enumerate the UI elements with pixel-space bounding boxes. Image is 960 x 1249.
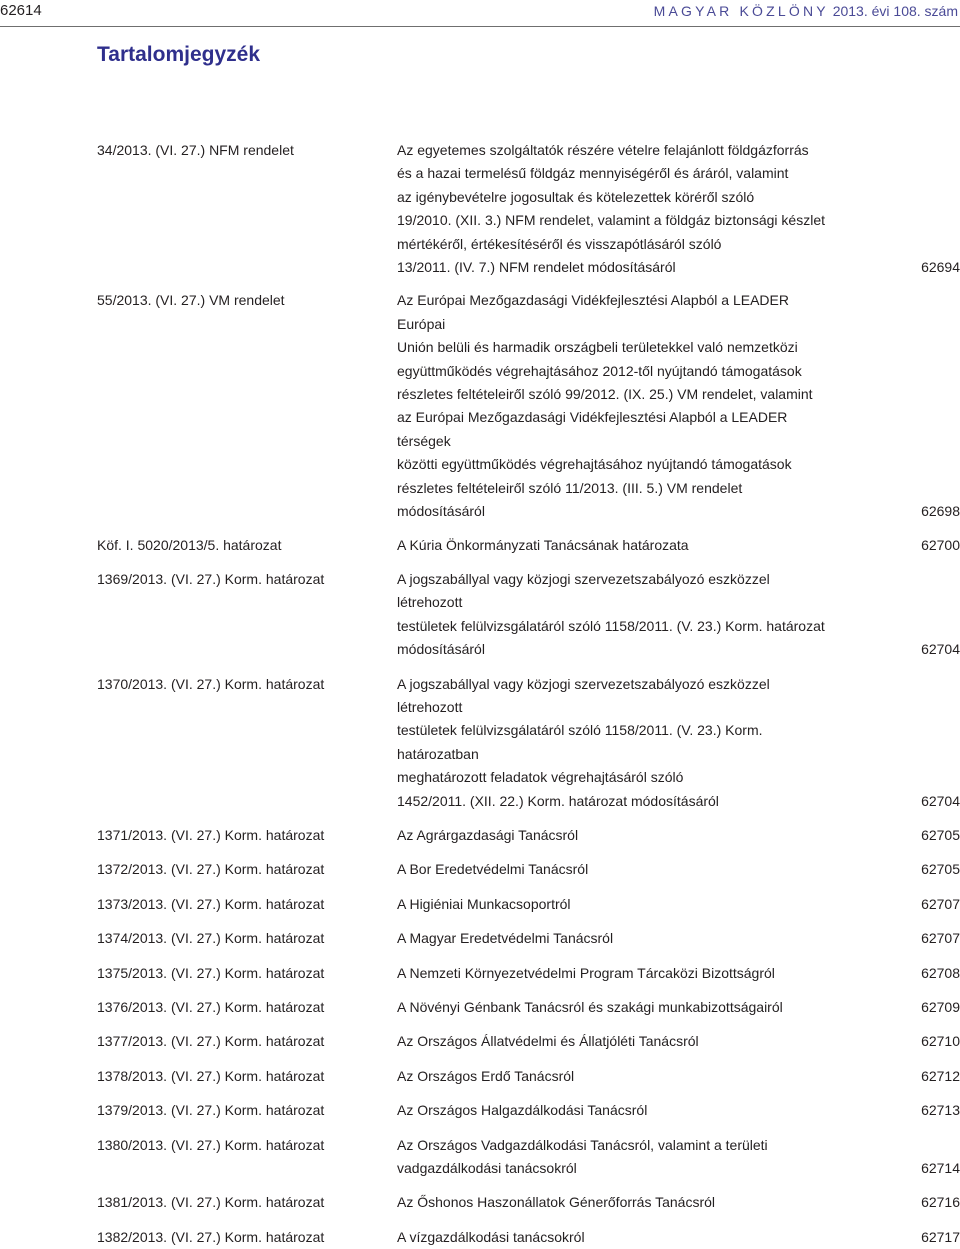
entry-reference: 55/2013. (VI. 27.) VM rendelet — [97, 292, 285, 309]
entry-page-number: 62707 — [921, 895, 960, 912]
toc-entry — [97, 534, 960, 557]
entry-reference: 1379/2013. (VI. 27.) Korm. határozat — [97, 1102, 325, 1119]
toc-entry — [97, 962, 960, 985]
page-title: Tartalomjegyzék — [97, 43, 261, 66]
entry-title: A Kúria Önkormányzati Tanácsának határozata — [397, 536, 689, 553]
entry-reference: 1376/2013. (VI. 27.) Korm. határozat — [97, 999, 325, 1015]
journal-title — [654, 1, 958, 21]
entry-title: Az Európai Mezőgazdasági Vidékfejlesztési Alapból a LEADER Európai Unión belüli és harmadik országbeli területekkel való nemzetközi együttműködés végrehajtásához 2012-től nyújtandó támogatások részletes feltételeiről szóló 99/2012. (IX. 25.) VM rendelet, valamint az Európai Mezőgazdasági Vidékfejlesztési Alapból a LEADER térségek közötti együttműködés végrehajtásához nyújtandó támogatások részletes feltételeiről szóló 11/2013. (III. 5.) VM rendelet módosításáról — [397, 292, 813, 520]
entry-title: A Higiéniai Munkacsoportról — [397, 895, 571, 912]
page-number: 62614 — [0, 2, 42, 19]
entry-reference: 1378/2013. (VI. 27.) Korm. határozat — [97, 1067, 325, 1084]
entry-reference: Köf. I. 5020/2013/5. határozat — [97, 536, 282, 553]
toc-entry — [97, 1134, 960, 1181]
entry-reference: 1371/2013. (VI. 27.) Korm. határozat — [97, 826, 325, 843]
entry-page-number: 62700 — [921, 536, 960, 553]
toc-entry — [97, 1065, 960, 1088]
entry-page-number: 62713 — [921, 1102, 960, 1119]
entry-title: A jogszabállyal vagy közjogi szervezetszabályozó eszközzel létrehozott testületek felülvizsgálatáról szóló 1158/2011. (V. 23.) Korm. határozatban meghatározott feladatok végrehajtásáról szóló 1452/2011. (XII. 22.) Korm. határozat módosításáról — [397, 675, 770, 809]
toc-entry — [97, 858, 960, 881]
entry-page-number: 62714 — [921, 1160, 960, 1177]
entry-page-number: 62710 — [921, 1033, 960, 1050]
entry-reference: 1374/2013. (VI. 27.) Korm. határozat — [97, 930, 325, 947]
toc-entry — [97, 1191, 960, 1214]
entry-title: Az egyetemes szolgáltatók részére vételre felajánlott földgázforrás és a hazai termelésű földgáz mennyiségéről és áráról, valamint az igénybevételre jogosultak és kötelezettek köréről szóló 19/2010. (XII. 3.) NFM rendelet, valamint a földgáz biztonsági készlet mértékéről, értékesítéséről és visszapótlásáról szóló 13/2011. (IV. 7.) NFM rendelet módosításáról — [397, 142, 825, 276]
entry-title: Az Országos Vadgazdálkodási Tanácsról, valamint a területi vadgazdálkodási tanácsokról — [397, 1136, 768, 1177]
entry-page-number: 62705 — [921, 861, 960, 878]
entry-title: A jogszabállyal vagy közjogi szervezetszabályozó eszközzel létrehozott testületek felülvizsgálatáról szóló 1158/2011. (V. 23.) Korm. határozat módosításáról — [397, 570, 825, 658]
entry-title: Az Agrárgazdasági Tanácsról — [397, 826, 579, 843]
toc-entry — [97, 1226, 960, 1249]
entry-reference: 1369/2013. (VI. 27.) Korm. határozat — [97, 570, 325, 587]
toc-entry — [97, 1030, 960, 1053]
entry-page-number: 62717 — [921, 1228, 960, 1245]
toc-entry — [97, 996, 960, 1019]
entry-reference: 1370/2013. (VI. 27.) Korm. határozat — [97, 675, 325, 692]
entry-title: Az Őshonos Haszonállatok Génerőforrás Tanácsról — [397, 1194, 716, 1211]
toc-entry — [97, 289, 960, 523]
entry-title: Az Országos Erdő Tanácsról — [397, 1067, 575, 1084]
entry-page-number: 62704 — [921, 792, 960, 809]
entry-reference: 1381/2013. (VI. 27.) Korm. határozat — [97, 1194, 325, 1211]
toc-entry — [97, 1099, 960, 1122]
entry-reference: 34/2013. (VI. 27.) NFM rendelet — [97, 142, 294, 158]
entry-page-number: 62712 — [921, 1067, 960, 1084]
entry-reference: 1380/2013. (VI. 27.) Korm. határozat — [97, 1136, 325, 1153]
toc-entry — [97, 568, 960, 662]
toc-entry — [97, 893, 960, 916]
toc-entry — [97, 673, 960, 813]
entry-page-number: 62698 — [921, 503, 960, 520]
journal-name: MAGYAR KÖZLÖNY — [653, 3, 829, 19]
entry-page-number: 62709 — [921, 999, 960, 1015]
entry-reference: 1382/2013. (VI. 27.) Korm. határozat — [97, 1228, 325, 1245]
entry-title: Az Országos Állatvédelmi és Állatjóléti Tanácsról — [397, 1033, 699, 1050]
entry-title: A Magyar Eredetvédelmi Tanácsról — [397, 930, 614, 947]
toc-entry — [97, 139, 960, 279]
entry-reference: 1377/2013. (VI. 27.) Korm. határozat — [97, 1033, 325, 1050]
entry-title: A vízgazdálkodási tanácsokról — [397, 1228, 585, 1245]
entry-title: A Nemzeti Környezetvédelmi Program Tárcaközi Bizottságról — [397, 964, 775, 981]
entry-page-number: 62708 — [921, 964, 960, 981]
entry-title: A Bor Eredetvédelmi Tanácsról — [397, 861, 589, 878]
entry-title: Az Országos Halgazdálkodási Tanácsról — [397, 1102, 648, 1119]
issue-label: 2013. évi 108. szám — [832, 3, 958, 19]
entry-page-number: 62704 — [921, 641, 960, 658]
entry-page-number: 62705 — [921, 826, 960, 843]
entry-reference: 1375/2013. (VI. 27.) Korm. határozat — [97, 964, 325, 981]
running-header — [0, 0, 960, 27]
entry-title: A Növényi Génbank Tanácsról és szakági munkabizottságairól — [397, 999, 783, 1015]
table-of-contents — [97, 128, 960, 1249]
entry-page-number: 62707 — [921, 930, 960, 947]
entry-page-number: 62716 — [921, 1194, 960, 1211]
toc-entry — [97, 927, 960, 950]
entry-reference: 1372/2013. (VI. 27.) Korm. határozat — [97, 861, 325, 878]
toc-entry — [97, 824, 960, 847]
entry-reference: 1373/2013. (VI. 27.) Korm. határozat — [97, 895, 325, 912]
entry-page-number: 62694 — [921, 259, 960, 276]
